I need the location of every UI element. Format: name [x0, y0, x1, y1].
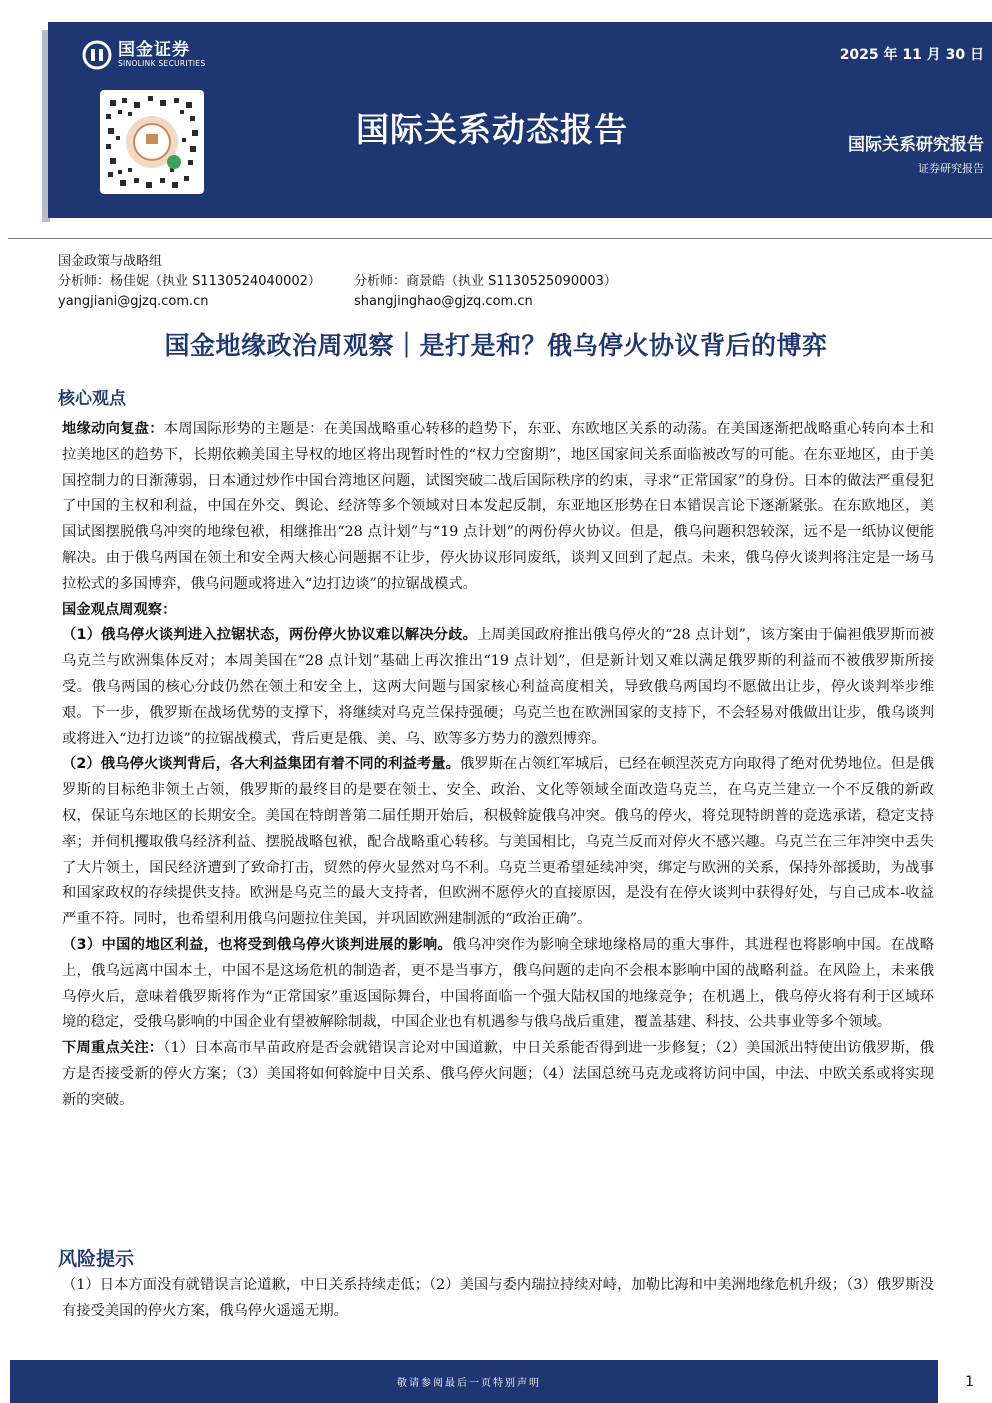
- paragraph-label: 国金观点周观察：: [62, 601, 177, 618]
- paragraph-text: 俄乌冲突作为影响全球地缘格局的重大事件，其进程也将影响中国。在战略上，俄乌远离中国本土，中国不是这场危机的制造者，更不是当事方，俄乌问题的走向不会根本影响中国的战略利益。在风险上，未来俄乌停火后，意味着俄罗斯将作为“正常国家”重返国际舞台，中国将面临一个强大陆权国的地缘竞争；在机遇上，俄乌停火将有利于区域环境的稳定，受俄乌影响的中国企业有望被解除制裁，中国企业也有机遇参与俄乌战后重建，覆盖基建、科技、公共事业等多个领域。: [62, 936, 935, 1031]
- paragraph-label: （2）俄乌停火谈判背后，各大利益集团有着不同的利益考量。: [62, 756, 460, 773]
- footer-notice[interactable]: 敬请参阅最后一页特别声明: [397, 1378, 541, 1389]
- paragraph-text: 俄罗斯在占领红军城后，已经在顿涅茨克方向取得了绝对优势地位。但是俄罗斯的目标绝非领土占领，俄罗斯的最终目的是要在领土、安全、政治、文化等领域全面改造乌克兰，在乌克兰建立一个不反俄的新政权，保证乌东地区的长期安全。美国在特朗普第二届任期开始后，积极斡旋俄乌冲突。俄乌的停火，将兑现特朗普的竞选承诺，稳定支持率；并伺机攫取俄乌经济利益、摆脱战略包袱，配合战略重心转移。与美国相比，乌克兰反而对停火不感兴趣。乌克兰在三年冲突中丢失了大片领土，国民经济遭到了致命打击，贸然的停火显然对乌不利。乌克兰更希望延续冲突，绑定与欧洲的关系，保持外部援助，为战事和国家政权的存续提供支持。欧洲是乌克兰的最大支持者，但欧洲不愿停火的直接原因，是没有在停火谈判中获得好处，与自己成本-收益严重不符。同时，也希望利用俄乌问题拉住美国，并巩固欧洲建制派的“政治正确”。: [62, 756, 934, 928]
- paragraph-point-3: [62, 933, 934, 1036]
- paragraph-text: 本周国际形势的主题是：在美国战略重心转移的趋势下，东亚、东欧地区关系的动荡。在美国逐渐把战略重心转向本土和拉美地区的趋势下，长期依赖美国主导权的地区将出现暂时性的“权力空窗期”，地区国家间关系面临被改写的可能。在东亚地区，由于美国控制力的日渐薄弱，日本通过炒作中国台湾地区问题，试图突破二战后国际秩序的约束，寻求“正常国家”的身份。日本的做法严重侵犯了中国的主权和利益，中国在外交、舆论、经济等多个领域对日本发起反制，东亚地区形势在日本错误言论下逐渐紧张。在东欧地区，美国试图摆脱俄乌冲突的地缘包袱，相继推出“28 点计划”与“19 点计划”的两份停火协议。但是，俄乌问题积怨较深，远不是一纸协议便能解决。由于俄乌两国在领土和安全两大核心问题据不让步，停火协议形同废纸，谈判又回到了起点。未来，俄乌停火谈判将注定是一场马拉松式的多国博弈，俄乌问题或将进入“边打边谈”的拉锯战模式。: [62, 421, 934, 592]
- paragraph-label: （3）中国的地区利益，也将受到俄乌停火谈判进展的影响。: [62, 936, 453, 953]
- analyst-1-email[interactable]: yangjiani@gjzq.com.cn: [58, 294, 209, 309]
- risk-text: （1）日本方面没有就错误言论道歉，中日关系持续走低；（2）美国与委内瑞拉持续对峙，加勒比海和中美洲地缘危机升级；（3）俄罗斯没有接受美国的停火方案，俄乌停火遥遥无期。: [62, 1277, 934, 1319]
- qr-code-icon[interactable]: [100, 90, 204, 194]
- paragraph-observation-label: [62, 598, 934, 624]
- paragraph-next-week: [62, 1036, 934, 1113]
- page-number: 1: [965, 1374, 974, 1390]
- paragraph-review: [62, 417, 934, 598]
- paragraph-text: 上周美国政府推出俄乌停火的“28 点计划”，该方案由于偏袒俄罗斯而被乌克兰与欧洲集体反对；本周美国在“28 点计划”基础上再次推出“19 点计划”，但是新计划又难以满足俄罗斯的利益而不被俄罗斯所接受。俄乌两国的核心分歧仍然在领土和安全上，这两大问题与国家核心利益高度相关，导致俄乌两国均不愿做出让步，停火谈判举步维艰。下一步，俄罗斯在战场优势的支撑下，将继续对乌克兰保持强硬；乌克兰也在欧洲国家的支持下，不会轻易对俄做出让步，俄乌谈判或将进入“边打边谈”的拉锯战模式，背后更是俄、美、乌、欧等多方势力的激烈博弈。: [62, 627, 934, 747]
- core-views-heading: 核心观点: [58, 389, 126, 409]
- paragraph-label: 地缘动向复盘：: [62, 421, 164, 437]
- analyst-2-email[interactable]: shangjinghao@gjzq.com.cn: [354, 294, 533, 309]
- core-views-body: [62, 417, 934, 1114]
- paragraph-point-1: [62, 623, 934, 752]
- logo-name-en: SINOLINK SECURITIES: [118, 59, 206, 68]
- risk-heading: 风险提示: [58, 1248, 135, 1270]
- research-group: 国金政策与战略组: [58, 254, 163, 269]
- author-info: [58, 252, 617, 312]
- paragraph-label: 下周重点关注：: [62, 1040, 164, 1057]
- document-title: 国金地缘政治周观察｜是打是和？俄乌停火协议背后的博弈: [164, 331, 828, 360]
- logo-name-cn: 国金证券: [118, 40, 190, 60]
- report-type: 国际关系研究报告: [848, 135, 984, 155]
- paragraph-label: （1）俄乌停火谈判进入拉锯状态，两份停火协议难以解决分歧。: [62, 627, 478, 644]
- company-logo: [82, 40, 205, 70]
- analyst-1: 分析师：杨佳妮（执业 S1130524040002）: [58, 274, 321, 289]
- analyst-2: 分析师：商景皓（执业 S1130525090003）: [354, 274, 617, 289]
- divider: [8, 238, 992, 239]
- banner-title: 国际关系动态报告: [356, 110, 628, 149]
- paragraph-text: （1）日本高市早苗政府是否会就错误言论对中国道歉，中日关系能否得到进一步修复；（2）美国派出特使出访俄罗斯，俄方是否接受新的停火方案；（3）美国将如何斡旋中日关系、俄乌停火问题；（4）法国总统马克龙或将访问中国，中法、中欧关系或将实现新的突破。: [62, 1040, 935, 1108]
- report-date: 2025 年 11 月 30 日: [839, 47, 984, 63]
- risk-body: [62, 1273, 934, 1325]
- report-subtype: 证券研究报告: [918, 162, 984, 175]
- sinolink-logo-icon: [82, 40, 112, 70]
- paragraph-point-2: [62, 752, 934, 933]
